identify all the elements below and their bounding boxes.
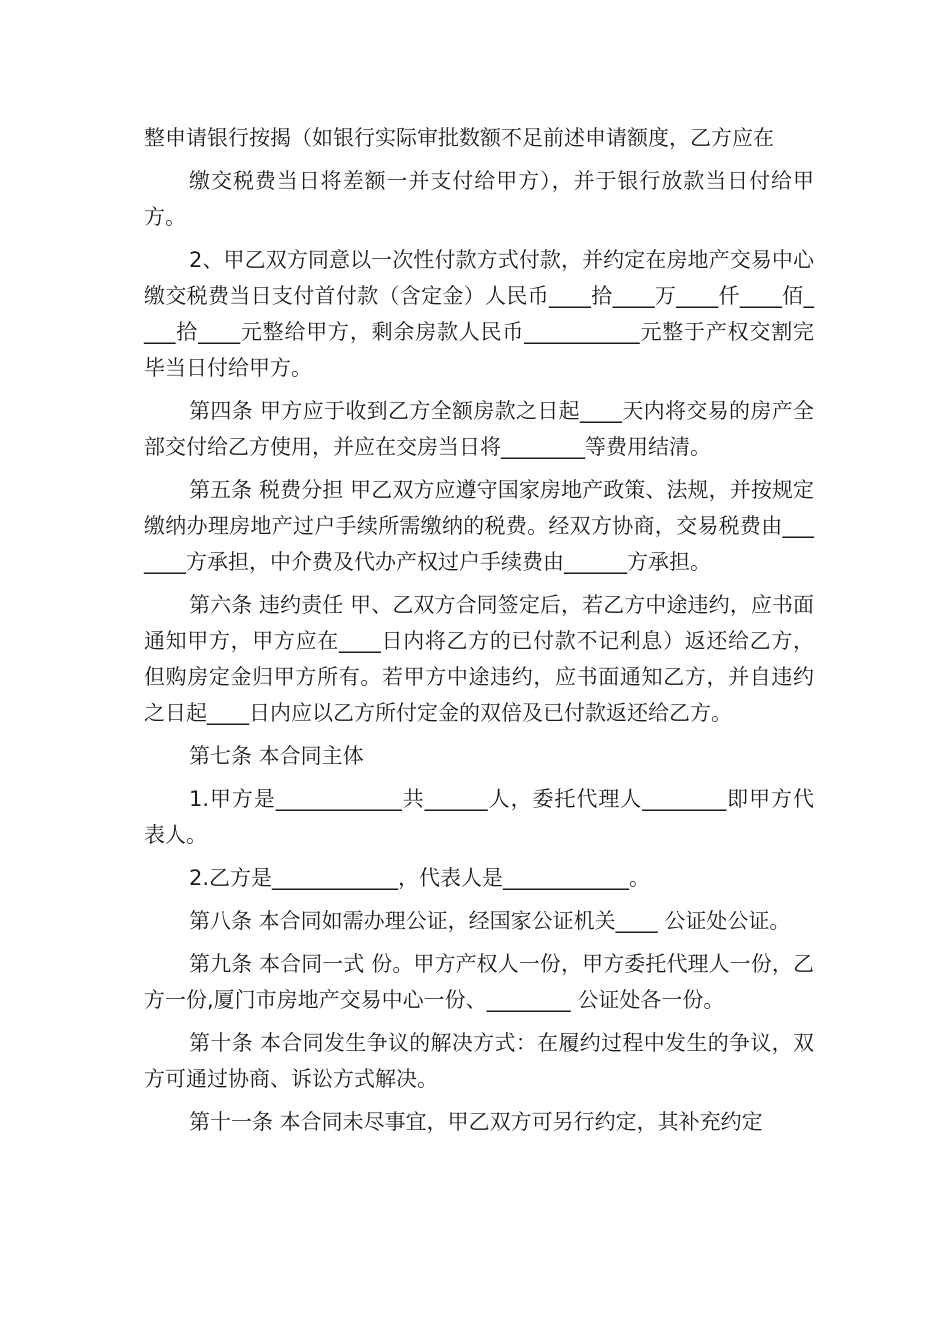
article-7-party-a: 1.甲方是____________共______人，委托代理人________即甲方代表人。 xyxy=(144,787,814,847)
article-4: 第四条 甲方应于收到乙方全额房款之日起____天内将交易的房产全部交付给乙方使用，并应在交房当日将________等费用结清。 xyxy=(144,399,814,459)
paragraph-2: 缴交税费当日将差额一并支付给甲方），并于银行放款当日付给甲方。 xyxy=(144,169,814,229)
article-9: 第九条 本合同一式 份。甲方产权人一份，甲方委托代理人一份，乙方一份,厦门市房地产交易中心一份、________ 公证处各一份。 xyxy=(144,952,814,1012)
document-body xyxy=(144,120,814,1140)
article-8: 第八条 本合同如需办理公证，经国家公证机关____ 公证处公证。 xyxy=(189,909,791,933)
paragraph-1: 整申请银行按揭（如银行实际审批数额不足前述申请额度，乙方应在 xyxy=(144,126,774,150)
article-7-heading: 第七条 本合同主体 xyxy=(189,744,364,768)
paragraph-payment-terms: 2、甲乙双方同意以一次性付款方式付款，并约定在房地产交易中心缴交税费当日支付首付款（含定金）人民币____拾____万____仟____佰____拾____元整给甲方，剩余房款人民币___________元整于产权交割完毕当日付给甲方。 xyxy=(144,248,814,380)
article-10: 第十条 本合同发生争议的解决方式：在履约过程中发生的争议，双方可通过协商、诉讼方式解决。 xyxy=(144,1031,814,1091)
article-11: 第十一条 本合同未尽事宜，甲乙双方可另行约定，其补充约定 xyxy=(189,1110,763,1134)
article-5: 第五条 税费分担 甲乙双方应遵守国家房地产政策、法规，并按规定缴纳办理房地产过户手续所需缴纳的税费。经双方协商，交易税费由_______方承担，中介费及代办产权过户手续费由______方承担。 xyxy=(144,478,814,574)
article-6: 第六条 违约责任 甲、乙双方合同签定后，若乙方中途违约，应书面通知甲方，甲方应在____日内将乙方的已付款不记利息）返还给乙方，但购房定金归甲方所有。若甲方中途违约，应书面通知乙方，并自违约之日起____日内应以乙方所付定金的双倍及已付款返还给乙方。 xyxy=(144,593,814,725)
article-7-party-b: 2.乙方是____________，代表人是____________。 xyxy=(189,866,651,890)
